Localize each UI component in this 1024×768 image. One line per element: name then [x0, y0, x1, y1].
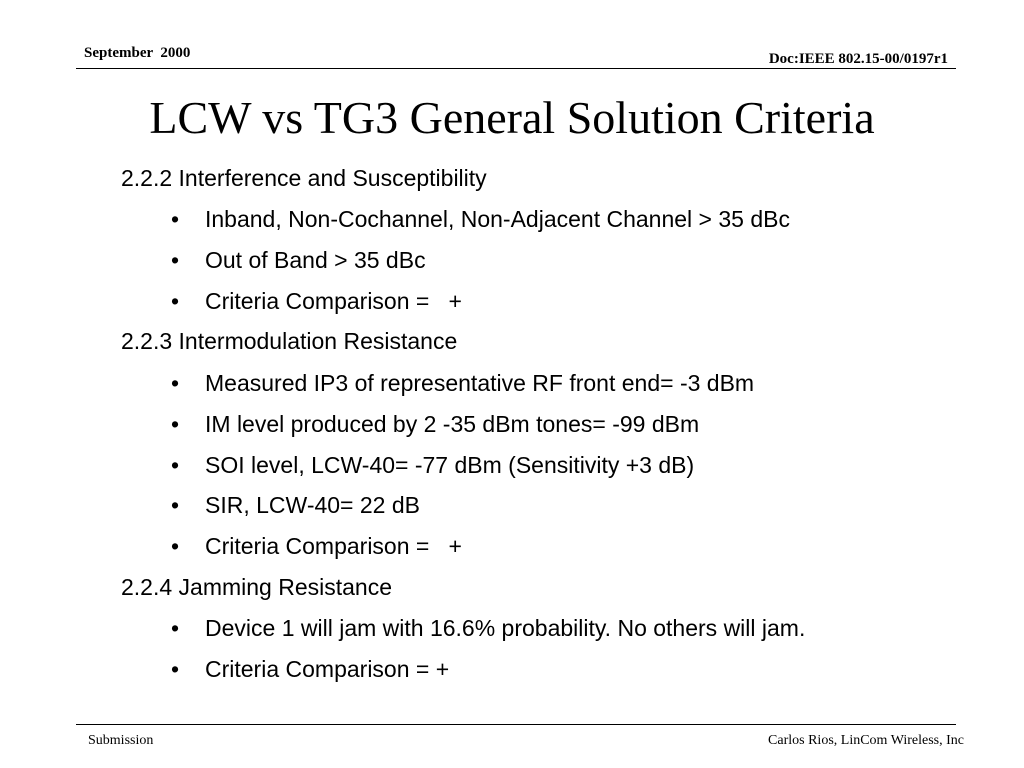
bullet-item	[171, 613, 805, 643]
bullet-item	[171, 286, 462, 316]
section-heading-jamming: 2.2.4 Jamming Resistance	[121, 574, 393, 600]
bullet-text: SIR, LCW-40= 22 dB	[205, 492, 420, 518]
bullet-text: SOI level, LCW-40= -77 dBm (Sensitivity +3 dB)	[205, 452, 695, 478]
bullet-text: Criteria Comparison = +	[205, 288, 462, 314]
bullet-glyph: •	[171, 615, 180, 641]
bullet-item	[171, 204, 790, 234]
section-heading-intermodulation: 2.2.3 Intermodulation Resistance	[121, 328, 458, 354]
bullet-glyph: •	[171, 411, 180, 437]
bullet-item	[171, 450, 694, 480]
header-doc-id: Doc:IEEE 802.15-00/0197r1	[768, 51, 948, 67]
bullet-text: Inband, Non-Cochannel, Non-Adjacent Channel > 35 dBc	[205, 206, 790, 232]
section-heading-interference: 2.2.2 Interference and Susceptibility	[121, 165, 487, 191]
bullet-glyph: •	[171, 533, 180, 559]
bullet-item	[171, 490, 420, 520]
bullet-glyph: •	[171, 452, 180, 478]
bullet-glyph: •	[171, 656, 180, 682]
slide-title: LCW vs TG3 General Solution Criteria	[149, 92, 875, 143]
bullet-item	[171, 245, 426, 275]
bullet-text: IM level produced by 2 -35 dBm tones= -99 dBm	[205, 411, 700, 437]
footer-submission: Submission	[88, 733, 154, 748]
header-rule	[76, 68, 956, 69]
bullet-text: Measured IP3 of representative RF front end= -3 dBm	[205, 370, 755, 396]
footer-rule	[76, 724, 956, 725]
bullet-glyph: •	[171, 288, 180, 314]
bullet-item	[171, 654, 449, 684]
bullet-glyph: •	[171, 247, 180, 273]
bullet-text: Device 1 will jam with 16.6% probability. No others will jam.	[205, 615, 806, 641]
bullet-item	[171, 368, 754, 398]
bullet-glyph: •	[171, 370, 180, 396]
bullet-item	[171, 409, 699, 439]
bullet-text: Out of Band > 35 dBc	[205, 247, 426, 273]
bullet-glyph: •	[171, 206, 180, 232]
bullet-item	[171, 531, 462, 561]
header-date: September 2000	[84, 45, 191, 61]
footer-author: Carlos Rios, LinCom Wireless, Inc	[768, 733, 964, 748]
bullet-text: Criteria Comparison = +	[205, 656, 450, 682]
bullet-glyph: •	[171, 492, 180, 518]
bullet-text: Criteria Comparison = +	[205, 533, 462, 559]
